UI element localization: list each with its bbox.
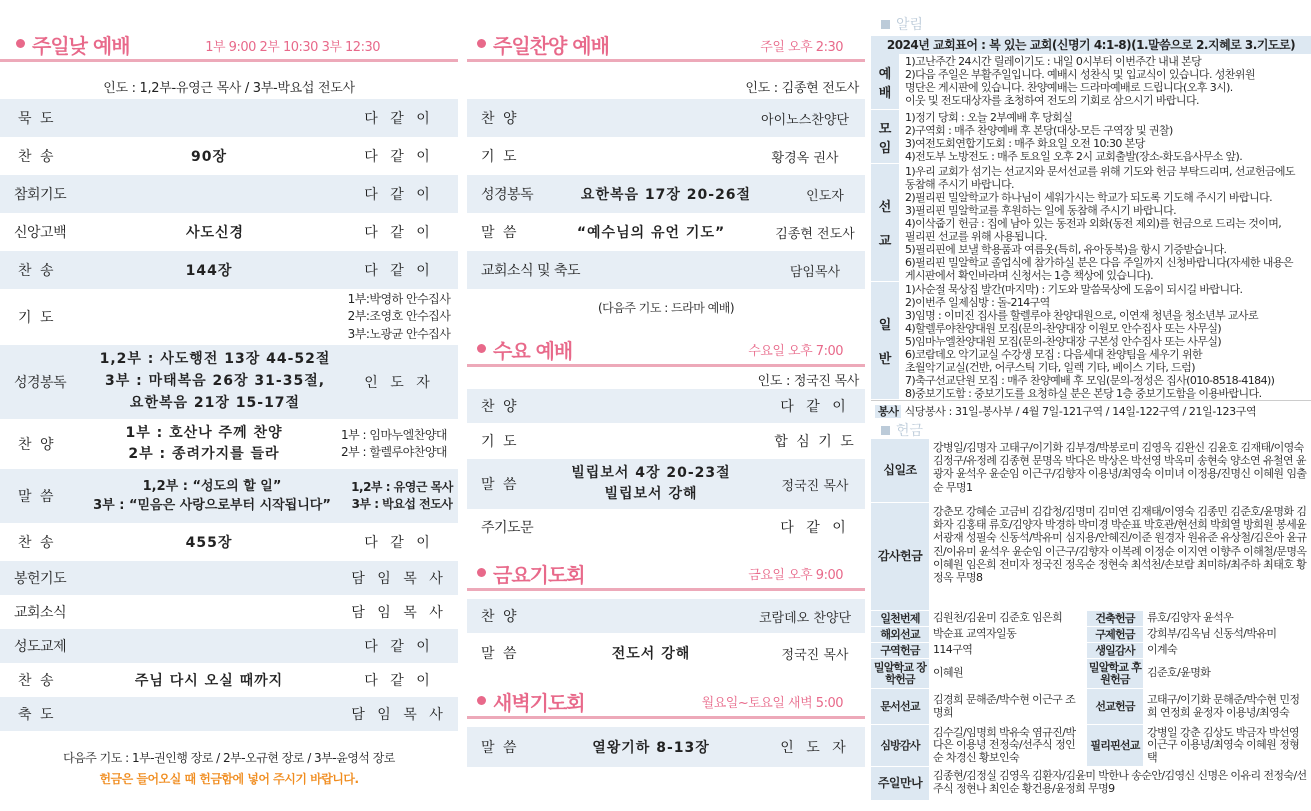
notice-header: 알림 xyxy=(871,12,1311,36)
row-label: 찬 양 xyxy=(481,609,519,625)
order-row xyxy=(0,289,458,345)
row-label: 찬 양 xyxy=(481,111,519,127)
row-leader: 다 같 이 xyxy=(364,263,434,279)
order-row xyxy=(0,629,458,663)
order-row xyxy=(0,663,458,697)
notice-group-worship: 예 배 1)고난주간 24시간 릴레이기도 : 내일 0시부터 이번주간 내내 본당 2)다음 주일은 부활주일입니다. 예배시 성찬식 및 입교식이 있습니다. 성찬위원 명단은 게시판에 있습니다. 찬양예배는 드라마예배로 드립니다(오후 3시). 이웃 및 전도대상자를 초청하여 전도의 기회로 삼으시기 바랍니다. xyxy=(871,54,1311,110)
row-leader: 다 같 이 xyxy=(364,149,434,165)
divider xyxy=(0,59,458,62)
notice-group-meeting: 모 임 1)정기 당회 : 오늘 2부예배 후 당회실 2)구역회 : 매주 찬양예배 후 본당(대상-모든 구역장 및 권찰) 3)여전도회연합기도회 : 매주 화요일 오전 10:30 본당 4)전도부 노방전도 : 매주 토요일 오후 2시 교회출발(장소-화도읍사무소 앞). xyxy=(871,110,1311,164)
notice-group-mission: 선 교 1)우리 교회가 섬기는 선교지와 문서선교를 위해 기도와 헌금 부탁드리며, 선교헌금에도 동참해 주시기 바랍니다. 2)필리핀 밀알학교가 하나님이 세워가시는 학교가 되도록 기도해 주시기 바랍니다. 3)필리핀 밀알학교를 후원하는 일에 동참해 주시기 바랍니다. 4)이삭줍기 헌금 : 집에 남아 있는 동전과 외화(동전 제외)를 헌금으로 드리는 것이며, 필리핀 선교를 위해 사용됩니다. 5)필리핀에 보낼 학용품과 여름옷(특히, 유아동복)을 항시 기증받습니다. 6)필리핀 밀알학교 졸업식에 참가하실 분은 다음 주일까지 신청바랍니다(자세한 내용은 게시판에서 확인바라며 신청서는 1층 책상에 있습니다). xyxy=(871,164,1311,282)
divider xyxy=(467,364,865,367)
order-row xyxy=(467,727,865,767)
friday-header xyxy=(467,551,865,591)
row-leader: 담 임 목 사 xyxy=(351,605,447,621)
row-label: 말 씀 xyxy=(481,477,519,493)
row-leader: 김종현 전도사 xyxy=(775,226,855,242)
order-row xyxy=(467,99,865,137)
row-label: 찬 송 xyxy=(18,535,56,551)
offering-thanks: 감사헌금 강춘모 강혜순 고금비 김갑청/김명미 김미연 김재태/이영숙 김종민 김준호/윤명화 김화자 김홍태 류호/김양자 박경하 박미경 박순표 박호관/현선희 박희열 방희원 봉세윤 서광재 성필숙 신동석/박유미 심지용/안혜진/이준 원경자 원유준 유상철/김은아 윤규진/이유미 윤석우 윤순임 이근구/김향자 이복례 이정순 이지연 이향주 이해철/문명옥 이혜원 임은희 전미자 정국진 정옥순 정현숙 최석천/손보람 최미하/최주하 최태호 황정옥 무명8 xyxy=(871,503,1311,611)
row-content: 사도신경 xyxy=(185,225,245,241)
bullet-dot-icon xyxy=(477,568,486,577)
row-leader: 다 같 이 xyxy=(364,111,434,127)
row-content: 열왕기하 8-13장 xyxy=(592,740,710,756)
leader-line: 인도 : 1,2부-유영근 목사 / 3부-박요섭 전도사 xyxy=(103,81,355,96)
dawn-header xyxy=(467,679,865,719)
order-row xyxy=(467,251,865,289)
offering-row: 심방감사 김수길/임명희 박유숙 염규진/박다은 이용녕 전정숙/선주식 정인순 차경신 황보인숙 필리핀선교 강병일 강춘 김상도 박금자 박선영 이근구 이용녕/최영숙 이혜원 정형택 xyxy=(871,725,1311,767)
row-content: 전도서 강해 xyxy=(611,646,691,662)
order-row xyxy=(467,389,865,423)
row-label: 찬 송 xyxy=(18,673,56,689)
section-time: 월요일~토요일 새벽 5:00 xyxy=(701,696,843,711)
row-leader: 다 같 이 xyxy=(364,187,434,203)
row-leader: 담 임 목 사 xyxy=(351,571,447,587)
meal-service-line: 봉사 식당봉사 : 31일-봉사부 / 4월 7일-121구역 / 14일-122구역 / 21일-123구역 xyxy=(871,400,1311,421)
section-time: 주일 오후 2:30 xyxy=(760,40,843,55)
row-leader: 담 임 목 사 xyxy=(351,707,447,723)
row-label: 묵 도 xyxy=(18,111,56,127)
row-label: 말 씀 xyxy=(18,489,56,505)
square-bullet-icon xyxy=(881,20,890,29)
row-content: 455장 xyxy=(185,535,233,551)
other-services-column xyxy=(467,0,865,767)
leader-line: 인도 : 정국진 목사 xyxy=(757,374,859,389)
row-label: 기 도 xyxy=(481,434,519,450)
row-leader: 1부:박영하 안수집사 2부:조영호 안수집사 3부:노광균 안수집사 xyxy=(347,291,451,341)
offering-header: 헌금 xyxy=(871,421,1311,439)
row-leader: 1,2부 : 유영근 목사 3부 : 박요섭 전도사 xyxy=(351,479,453,511)
row-leader: 인 도 자 xyxy=(364,375,434,391)
row-leader: 정국진 목사 xyxy=(781,647,849,663)
row-label: 기 도 xyxy=(18,310,56,326)
order-row xyxy=(0,99,458,137)
row-leader: 정국진 목사 xyxy=(781,478,849,494)
row-content: 1,2부 : 사도행전 13장 44-52절 3부 : 마태복음 26장 31-35절, 요한복음 21장 15-17절 xyxy=(99,351,331,411)
row-label: 주기도문 xyxy=(481,520,534,536)
row-leader: 다 같 이 xyxy=(364,535,434,551)
row-label: 찬 양 xyxy=(481,399,519,415)
section-time: 수요일 오후 7:00 xyxy=(748,344,843,359)
offering-row: 문서선교 김경희 문해준/박수현 이근구 조명희 선교헌금 고태구/이기화 문해준/박수현 민정희 연정희 윤정자 이용녕/최영숙 xyxy=(871,689,1311,725)
section-title: 새벽기도회 xyxy=(493,691,585,715)
order-row xyxy=(0,697,458,731)
row-content: 주님 다시 오실 때까지 xyxy=(134,673,284,689)
row-label: 교회소식 xyxy=(14,605,67,621)
row-label: 성경봉독 xyxy=(14,375,67,391)
offering-row: 일천번제 김원천/김윤미 김준호 임은희 건축헌금 류호/김양자 윤석우 xyxy=(871,611,1311,627)
row-label: 찬 양 xyxy=(18,437,56,453)
bullet-dot-icon xyxy=(16,39,25,48)
order-row xyxy=(467,633,865,673)
row-leader: 인 도 자 xyxy=(780,740,850,756)
notice-lines: 1)우리 교회가 섬기는 선교지와 문서선교를 위해 기도와 헌금 부탁드리며, 선교헌금에도 동참해 주시기 바랍니다. 2)필리핀 밀알학교가 하나님이 세워가시는 학교가 되도록 기도해 주시기 바랍니다. 3)필리핀 밀알학교를 후원하는 일에 동참해 주시기 바랍니다. 4)이삭줍기 헌금 : 집에 남아 있는 동전과 외화(동전 제외)를 헌금으로 드리는 것이며, 필리핀 선교를 위해 사용됩니다. 5)필리핀에 보낼 학용품과 여름옷(특히, 유아동복)을 항시 기증받습니다. 6)필리핀 밀알학교 졸업식에 참가하실 분은 다음 주일까지 신청바랍니다(자세한 내용은 게시판에서 확인바라며 신청서는 1층 책상에 있습니다). xyxy=(899,164,1311,281)
next-week-prayer: 다음주 기도 : 1부-권인행 장로 / 2부-오규현 장로 / 3부-윤영석 장로 xyxy=(63,751,395,765)
row-label: 신앙고백 xyxy=(14,225,67,241)
church-motto: 2024년 교회표어 : 복 있는 교회(신명기 4:1-8)(1.말씀으로 2.지혜로 3.기도로) xyxy=(871,36,1311,54)
row-content: 1,2부 : “성도의 할 일” 3부 : “믿음은 사랑으로부터 시작됩니다” xyxy=(93,478,331,513)
row-leader: 다 같 이 xyxy=(364,639,434,655)
section-title: 금요기도회 xyxy=(493,563,585,587)
row-label: 참회기도 xyxy=(14,187,67,203)
notice-lines: 1)사순절 묵상집 발간(마지막) : 기도와 말씀묵상에 도움이 되시길 바랍니다. 2)이번주 일제심방 : 돌-214구역 3)임명 : 이미진 집사를 할렐루야 찬양대원으로, 이연재 청년을 청소년부 교사로 4)할렐루야찬양대원 모집(문의-찬양대장 이원모 안수집사 또는 사무실) 5)임마누엘찬양대원 모집(문의-찬양대장 구본성 안수집사 또는 사무실) 6)코람데오 악기교실 수강생 모집 : 다음세대 찬양팀을 세우기 위한 초월악기교실(건반, 어쿠스틱 기타, 일렉 기타, 베이스 기타, 드럼) 7)축구선교단원 모집 : 매주 찬양예배 후 모임(문의-정성은 집사(010-8518-4184)) 8)중보기도함 : 중보기도를 요청하실 분은 본당 1층 중보기도함을 이용바랍니다. xyxy=(899,282,1311,399)
row-content: “예수님의 유언 기도” xyxy=(576,225,726,241)
praise-header xyxy=(467,0,865,62)
divider xyxy=(467,588,865,591)
notice-lines: 1)정기 당회 : 오늘 2부예배 후 당회실 2)구역회 : 매주 찬양예배 후 본당(대상-모든 구역장 및 권찰) 3)여전도회연합기도회 : 매주 화요일 오전 10:30 본당 4)전도부 노방전도 : 매주 토요일 오후 2시 교회출발(장소-화도읍사무소 앞). xyxy=(899,110,1311,163)
order-row xyxy=(467,599,865,633)
offering-note: 헌금은 들어오실 때 헌금함에 넣어 주시기 바랍니다. xyxy=(99,772,359,786)
notice-group-general: 일 반 1)사순절 묵상집 발간(마지막) : 기도와 말씀묵상에 도움이 되시길 바랍니다. 2)이번주 일제심방 : 돌-214구역 3)임명 : 이미진 집사를 할렐루야 찬양대원으로, 이연재 청년을 청소년부 교사로 4)할렐루야찬양대원 모집(문의-찬양대장 이원모 안수집사 또는 사무실) 5)임마누엘찬양대원 모집(문의-찬양대장 구본성 안수집사 또는 사무실) 6)코람데오 악기교실 수강생 모집 : 다음세대 찬양팀을 세우기 위한 초월악기교실(건반, 어쿠스틱 기타, 일렉 기타, 베이스 기타, 드럼) 7)축구선교단원 모집 : 매주 찬양예배 후 모임(문의-정성은 집사(010-8518-4184)) 8)중보기도함 : 중보기도를 요청하실 분은 본당 1층 중보기도함을 이용바랍니다. xyxy=(871,282,1311,400)
divider xyxy=(467,716,865,719)
order-row xyxy=(0,419,458,469)
row-leader: 다 같 이 xyxy=(364,673,434,689)
row-content: 빌립보서 4장 20-23절 빌립보서 강해 xyxy=(571,465,731,502)
offering-row: 해외선교 박순표 교역자일동 구제헌금 강희부/김옥님 신동석/박유미 xyxy=(871,627,1311,643)
row-label: 성경봉독 xyxy=(481,187,534,203)
row-label: 기 도 xyxy=(481,149,519,165)
row-label: 봉헌기도 xyxy=(14,571,67,587)
order-row xyxy=(0,345,458,419)
row-label: 말 씀 xyxy=(481,740,519,756)
offering-tithe: 십일조 강병일/김명자 고태구/이기화 김부경/박봉로미 김영옥 김완신 김윤호 김재태/이영숙 김정구/유정례 김종현 문명옥 박다은 박상은 박선영 박옥미 송현숙 양소연 유철연 윤광자 윤석우 윤순임 이근구/김향자 이용녕/최영숙 이미녀 이정용/진명신 이혜원 임출순 무명1 xyxy=(871,439,1311,503)
row-label: 축 도 xyxy=(18,707,56,723)
order-row xyxy=(467,175,865,213)
order-row xyxy=(467,137,865,175)
section-time: 1부 9:00 2부 10:30 3부 12:30 xyxy=(205,40,380,55)
offering-row: 밀알학교 장학헌금 이혜원 밀알학교 후원헌금 김준호/윤명화 xyxy=(871,659,1311,689)
sunday-service-column xyxy=(0,0,458,787)
section-title: 주일낮 예배 xyxy=(32,34,130,58)
leader-line: 인도 : 김종현 전도사 xyxy=(745,81,859,96)
square-bullet-icon xyxy=(881,426,890,435)
notice-lines: 1)고난주간 24시간 릴레이기도 : 내일 0시부터 이번주간 내내 본당 2)다음 주일은 부활주일입니다. 예배시 성찬식 및 입교식이 있습니다. 성찬위원 명단은 게시판에 있습니다. 찬양예배는 드라마예배로 드립니다(오후 3시). 이웃 및 전도대상자를 초청하여 전도의 기회로 삼으시기 바랍니다. xyxy=(899,54,1311,109)
row-label: 찬 송 xyxy=(18,149,56,165)
row-leader: 황경옥 권사 xyxy=(771,150,839,166)
row-content: 1부 : 호산나 주께 찬양 2부 : 종려가지를 들라 xyxy=(125,425,283,462)
bullet-dot-icon xyxy=(477,344,486,353)
row-leader: 코람데오 찬양단 xyxy=(758,610,852,626)
order-row xyxy=(0,561,458,595)
order-row xyxy=(0,523,458,561)
row-label: 말 씀 xyxy=(481,225,519,241)
bullet-dot-icon xyxy=(477,39,486,48)
row-leader: 담임목사 xyxy=(789,264,841,280)
order-row xyxy=(467,459,865,509)
row-label: 교회소식 및 축도 xyxy=(481,263,581,279)
order-row xyxy=(0,175,458,213)
bullet-dot-icon xyxy=(477,696,486,705)
order-row xyxy=(0,137,458,175)
order-row xyxy=(0,251,458,289)
order-row xyxy=(467,213,865,251)
next-week-note: (다음주 기도 : 드라마 예배) xyxy=(597,301,735,315)
section-time: 금요일 오후 9:00 xyxy=(748,568,843,583)
row-leader: 다 같 이 xyxy=(780,520,850,536)
row-content: 요한복음 17장 20-26절 xyxy=(580,187,752,203)
divider xyxy=(467,59,865,62)
order-row xyxy=(0,595,458,629)
row-leader: 아이노스찬양단 xyxy=(761,112,849,128)
row-leader: 다 같 이 xyxy=(780,399,850,415)
sunday-header xyxy=(0,0,458,62)
order-row xyxy=(0,469,458,523)
wednesday-header xyxy=(467,327,865,367)
row-leader: 1부 : 임마누엘찬양대 2부 : 할렐루야찬양대 xyxy=(340,427,448,459)
row-label: 성도교제 xyxy=(14,639,67,655)
order-row xyxy=(0,213,458,251)
notices-column xyxy=(871,0,1311,801)
row-label: 찬 송 xyxy=(18,263,56,279)
row-leader: 합 심 기 도 xyxy=(774,434,856,450)
offering-manna: 주일만나 김종현/김정실 김영옥 김환자/김윤미 박한나 송순안/김영신 신명은 이유리 전정숙/선주식 정현나 최인순 황건용/윤정희 무명9 xyxy=(871,767,1311,801)
row-label: 말 씀 xyxy=(481,646,519,662)
order-row xyxy=(467,423,865,459)
row-content: 144장 xyxy=(185,263,233,279)
row-content: 90장 xyxy=(190,149,227,165)
order-row xyxy=(467,509,865,545)
offering-row: 구역헌금 114구역 생일감사 이계숙 xyxy=(871,643,1311,659)
row-leader: 다 같 이 xyxy=(364,225,434,241)
section-title: 수요 예배 xyxy=(493,339,573,363)
row-leader: 인도자 xyxy=(806,188,844,204)
section-title: 주일찬양 예배 xyxy=(493,34,609,58)
